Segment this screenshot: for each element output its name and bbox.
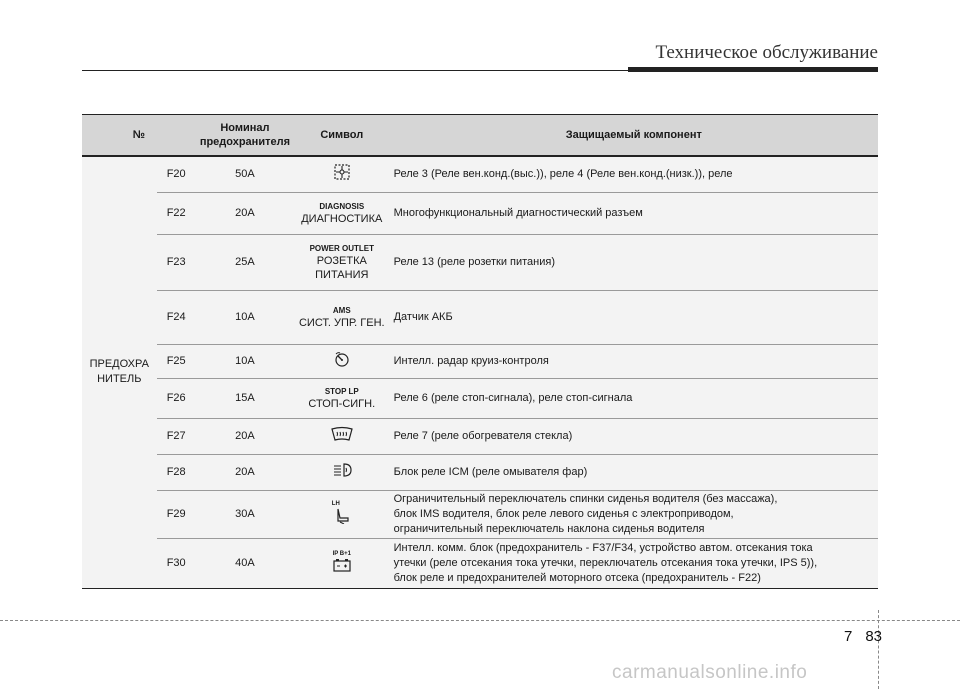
fuse-rating: 10A bbox=[196, 290, 294, 344]
page-header-title: Техническое обслуживание bbox=[655, 42, 878, 63]
fuse-symbol bbox=[294, 454, 390, 490]
fuse-symbol bbox=[294, 156, 390, 192]
fuse-id: F29 bbox=[157, 490, 196, 538]
component-line: Интелл. комм. блок (предохранитель - F37/F34, устройство автом. отсекания тока bbox=[393, 541, 813, 554]
symbol-ru: ДИАГНОСТИКА bbox=[301, 212, 383, 225]
fuse-id: F24 bbox=[157, 290, 196, 344]
fuse-component bbox=[390, 538, 878, 588]
page-number-value: 83 bbox=[865, 628, 883, 645]
fuse-rating: 20A bbox=[196, 418, 294, 454]
page-number bbox=[844, 626, 882, 645]
symbol-code: POWER OUTLET bbox=[309, 243, 375, 253]
table-row bbox=[82, 418, 878, 454]
fuse-rating: 50A bbox=[196, 156, 294, 192]
component-line: блок IMS водителя, блок реле левого сиденья с электроприводом, bbox=[393, 507, 734, 520]
chapter-number: 7 bbox=[844, 628, 853, 645]
fuse-id: F22 bbox=[157, 192, 196, 234]
radar-cruise-icon bbox=[333, 350, 351, 372]
table-header-row bbox=[82, 115, 878, 157]
fuse-component: Многофункциональный диагностический разъем bbox=[390, 192, 878, 234]
symbol-code: AMS bbox=[332, 305, 351, 315]
table-row bbox=[82, 290, 878, 344]
component-line: утечки (реле отсекания тока утечки, переключатель отсекания тока утечки, IPS 5)), bbox=[393, 556, 818, 569]
fuse-symbol bbox=[294, 490, 390, 538]
fuse-rating: 20A bbox=[196, 454, 294, 490]
fuse-symbol bbox=[294, 418, 390, 454]
header-rule-accent bbox=[628, 67, 878, 72]
fan-relay-icon bbox=[333, 163, 351, 185]
group-label-line2: НИТЕЛЬ bbox=[97, 373, 142, 386]
fuse-component: Реле 3 (Реле вен.конд.(выс.)), реле 4 (Реле вен.конд.(низк.)), реле bbox=[390, 156, 878, 192]
table-row bbox=[82, 538, 878, 588]
table-row bbox=[82, 344, 878, 378]
windshield-defrost-icon bbox=[330, 426, 354, 446]
table-row bbox=[82, 156, 878, 192]
fuse-rating: 15A bbox=[196, 378, 294, 418]
table-row bbox=[82, 490, 878, 538]
battery-ipb-label: IP B+1 bbox=[332, 550, 351, 557]
fuse-id: F27 bbox=[157, 418, 196, 454]
fuse-component: Датчик АКБ bbox=[390, 290, 878, 344]
fuse-component: Реле 7 (реле обогревателя стекла) bbox=[390, 418, 878, 454]
fuse-symbol bbox=[294, 290, 390, 344]
battery-ipb-icon bbox=[332, 551, 352, 576]
symbol-ru: СИСТ. УПР. ГЕН. bbox=[298, 316, 385, 329]
table-row bbox=[82, 378, 878, 418]
fuse-symbol bbox=[294, 378, 390, 418]
footer-rule bbox=[0, 620, 960, 621]
table-row bbox=[82, 454, 878, 490]
symbol-ru: РОЗЕТКА ПИТАНИЯ bbox=[315, 254, 369, 281]
watermark-text: carmanualsonline.info bbox=[612, 662, 808, 683]
footer-divider bbox=[878, 610, 879, 689]
group-label-line1: ПРЕДОХРА bbox=[89, 358, 149, 371]
fuse-rating: 20A bbox=[196, 192, 294, 234]
symbol-code: DIAGNOSIS bbox=[319, 201, 365, 211]
fuse-id: F28 bbox=[157, 454, 196, 490]
table-row bbox=[82, 192, 878, 234]
fuse-symbol bbox=[294, 538, 390, 588]
header-rating: Номинал предохранителя bbox=[196, 115, 294, 157]
fuse-id: F26 bbox=[157, 378, 196, 418]
fuse-symbol bbox=[294, 192, 390, 234]
fuse-component bbox=[390, 490, 878, 538]
fuse-rating: 10A bbox=[196, 344, 294, 378]
fuse-component: Блок реле ICM (реле омывателя фар) bbox=[390, 454, 878, 490]
seat-lh-label: LH bbox=[331, 500, 340, 507]
fuse-id: F23 bbox=[157, 234, 196, 290]
fuse-component: Интелл. радар круиз-контроля bbox=[390, 344, 878, 378]
fuse-symbol bbox=[294, 234, 390, 290]
symbol-code: STOP LP bbox=[324, 386, 359, 396]
fuse-table bbox=[82, 114, 878, 589]
component-line: ограничительный переключатель наклона сиденья водителя bbox=[393, 522, 705, 535]
component-line: блок реле и предохранителей моторного отсека (предохранитель - F22) bbox=[393, 571, 761, 584]
table-row bbox=[82, 234, 878, 290]
fuse-id: F30 bbox=[157, 538, 196, 588]
seat-lh-icon bbox=[332, 501, 352, 528]
header-component: Защищаемый компонент bbox=[390, 115, 878, 157]
fuse-rating: 30A bbox=[196, 490, 294, 538]
component-line: Ограничительный переключатель спинки сиденья водителя (без массажа), bbox=[393, 492, 778, 505]
fuse-rating: 25A bbox=[196, 234, 294, 290]
headlamp-washer-icon bbox=[332, 462, 352, 482]
fuse-symbol bbox=[294, 344, 390, 378]
header-num: № bbox=[82, 115, 196, 157]
header-symbol: Символ bbox=[294, 115, 390, 157]
fuse-group-label bbox=[82, 156, 157, 588]
fuse-rating: 40A bbox=[196, 538, 294, 588]
fuse-component: Реле 13 (реле розетки питания) bbox=[390, 234, 878, 290]
symbol-ru: СТОП-СИГН. bbox=[308, 397, 376, 410]
fuse-id: F20 bbox=[157, 156, 196, 192]
fuse-component: Реле 6 (реле стоп-сигнала), реле стоп-сигнала bbox=[390, 378, 878, 418]
fuse-id: F25 bbox=[157, 344, 196, 378]
